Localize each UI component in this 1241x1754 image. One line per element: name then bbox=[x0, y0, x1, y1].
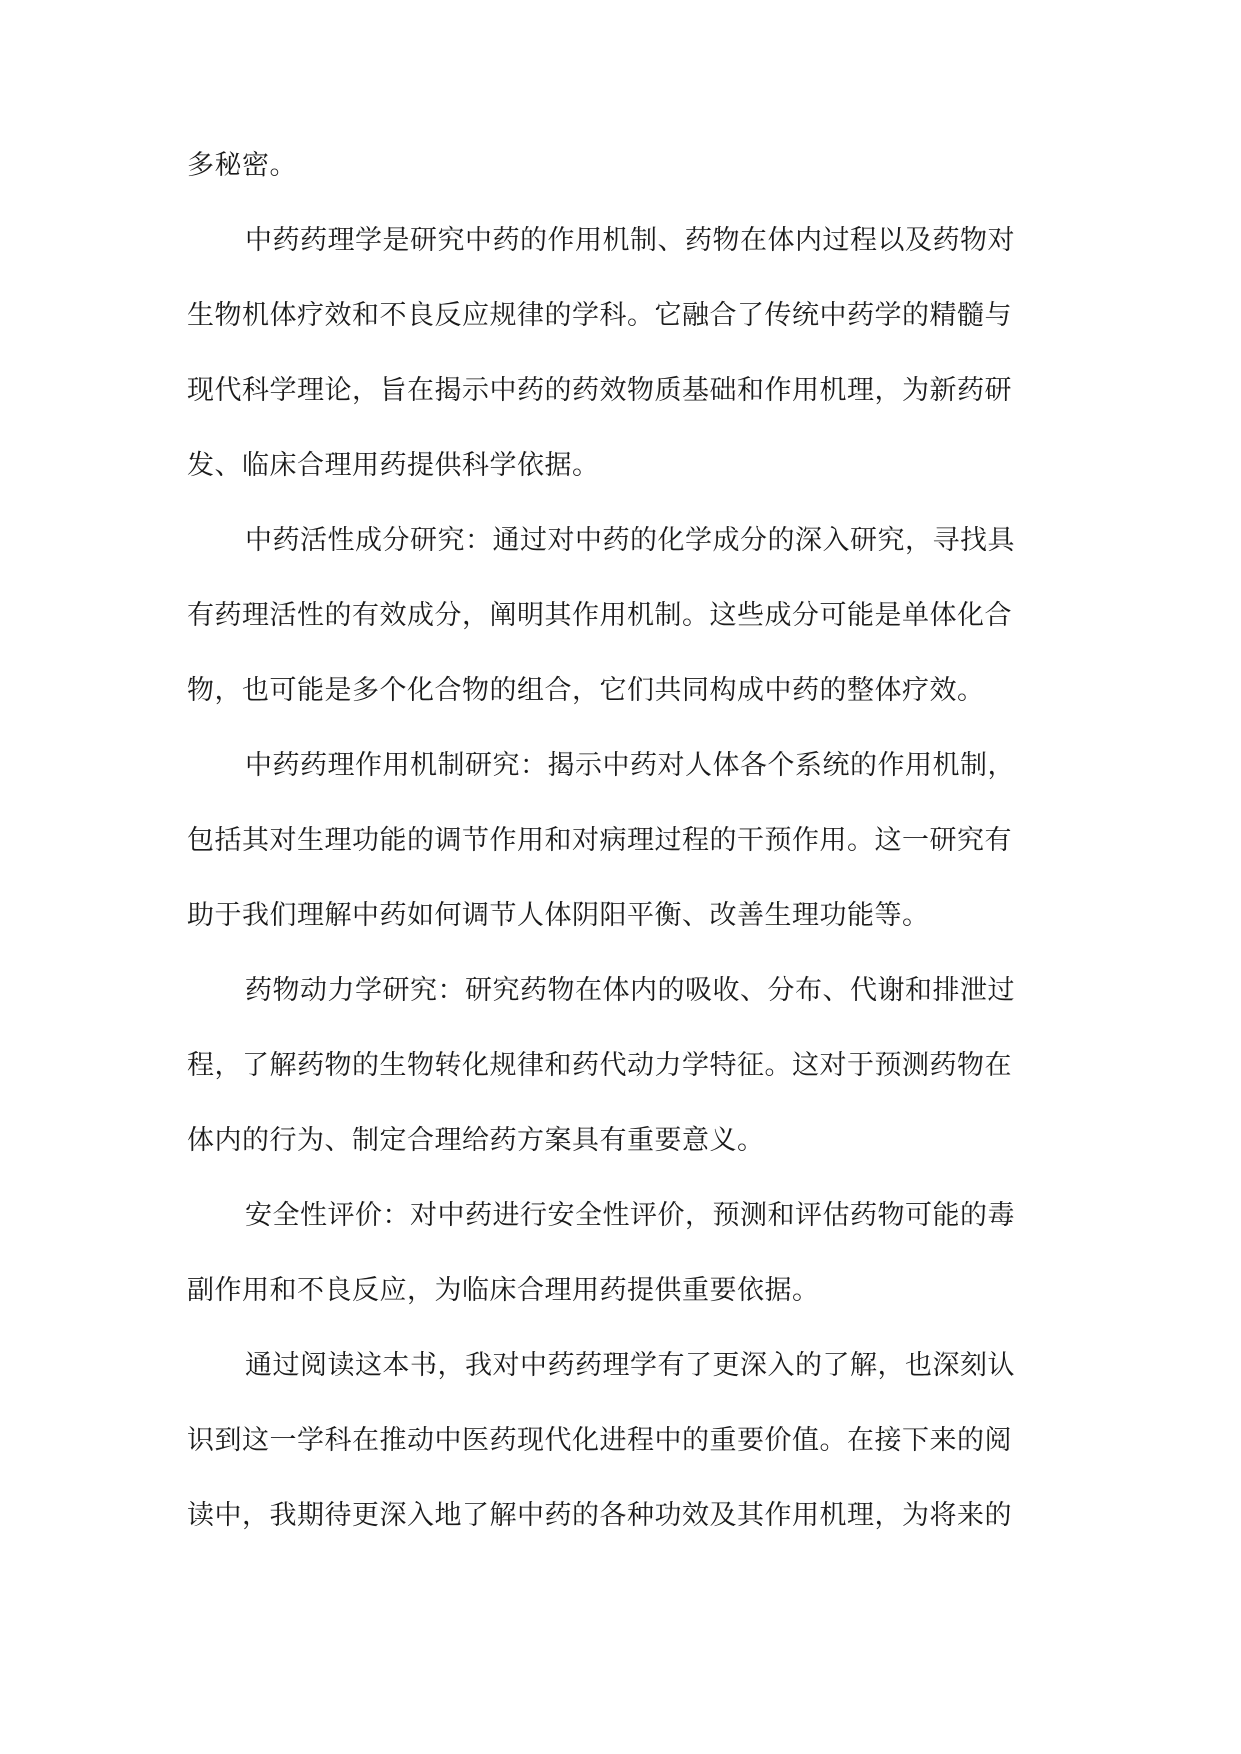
text-line: 体内的行为、制定合理给药方案具有重要意义。 bbox=[187, 1125, 765, 1156]
paragraph-reading-reflection bbox=[187, 1346, 1067, 1571]
text-line: 包括其对生理功能的调节作用和对病理过程的干预作用。这一研究有 bbox=[187, 825, 1012, 856]
paragraph-pharmacokinetics bbox=[187, 971, 1067, 1196]
text-line: 生物机体疗效和不良反应规律的学科。它融合了传统中药学的精髓与 bbox=[187, 300, 1012, 331]
text-line: 助于我们理解中药如何调节人体阴阳平衡、改善生理功能等。 bbox=[187, 900, 930, 931]
text-line: 有药理活性的有效成分，阐明其作用机制。这些成分可能是单体化合 bbox=[187, 600, 1012, 631]
text-line: 副作用和不良反应，为临床合理用药提供重要依据。 bbox=[187, 1275, 820, 1306]
text-line: 中药活性成分研究：通过对中药的化学成分的深入研究，寻找具 bbox=[245, 525, 1015, 556]
text-line: 多秘密。 bbox=[187, 150, 297, 181]
text-line: 药物动力学研究：研究药物在体内的吸收、分布、代谢和排泄过 bbox=[245, 975, 1015, 1006]
text-line: 中药药理作用机制研究：揭示中药对人体各个系统的作用机制， bbox=[245, 750, 1015, 781]
text-line: 物，也可能是多个化合物的组合，它们共同构成中药的整体疗效。 bbox=[187, 675, 985, 706]
body-text bbox=[187, 146, 1067, 1571]
paragraph-pharmacology-definition bbox=[187, 221, 1067, 521]
paragraph-safety-evaluation bbox=[187, 1196, 1067, 1346]
paragraph-active-ingredients bbox=[187, 521, 1067, 746]
text-line: 现代科学理论，旨在揭示中药的药效物质基础和作用机理，为新药研 bbox=[187, 375, 1012, 406]
text-line: 安全性评价：对中药进行安全性评价，预测和评估药物可能的毒 bbox=[245, 1200, 1015, 1231]
text-line: 识到这一学科在推动中医药现代化进程中的重要价值。在接下来的阅 bbox=[187, 1425, 1012, 1456]
text-line: 发、临床合理用药提供科学依据。 bbox=[187, 450, 600, 481]
text-line: 程，了解药物的生物转化规律和药代动力学特征。这对于预测药物在 bbox=[187, 1050, 1012, 1081]
text-line: 通过阅读这本书，我对中药药理学有了更深入的了解，也深刻认 bbox=[245, 1350, 1015, 1381]
paragraph-continuation bbox=[187, 146, 1067, 221]
paragraph-mechanism-research bbox=[187, 746, 1067, 971]
text-line: 中药药理学是研究中药的作用机制、药物在体内过程以及药物对 bbox=[245, 225, 1015, 256]
text-line: 读中，我期待更深入地了解中药的各种功效及其作用机理，为将来的 bbox=[187, 1500, 1012, 1531]
